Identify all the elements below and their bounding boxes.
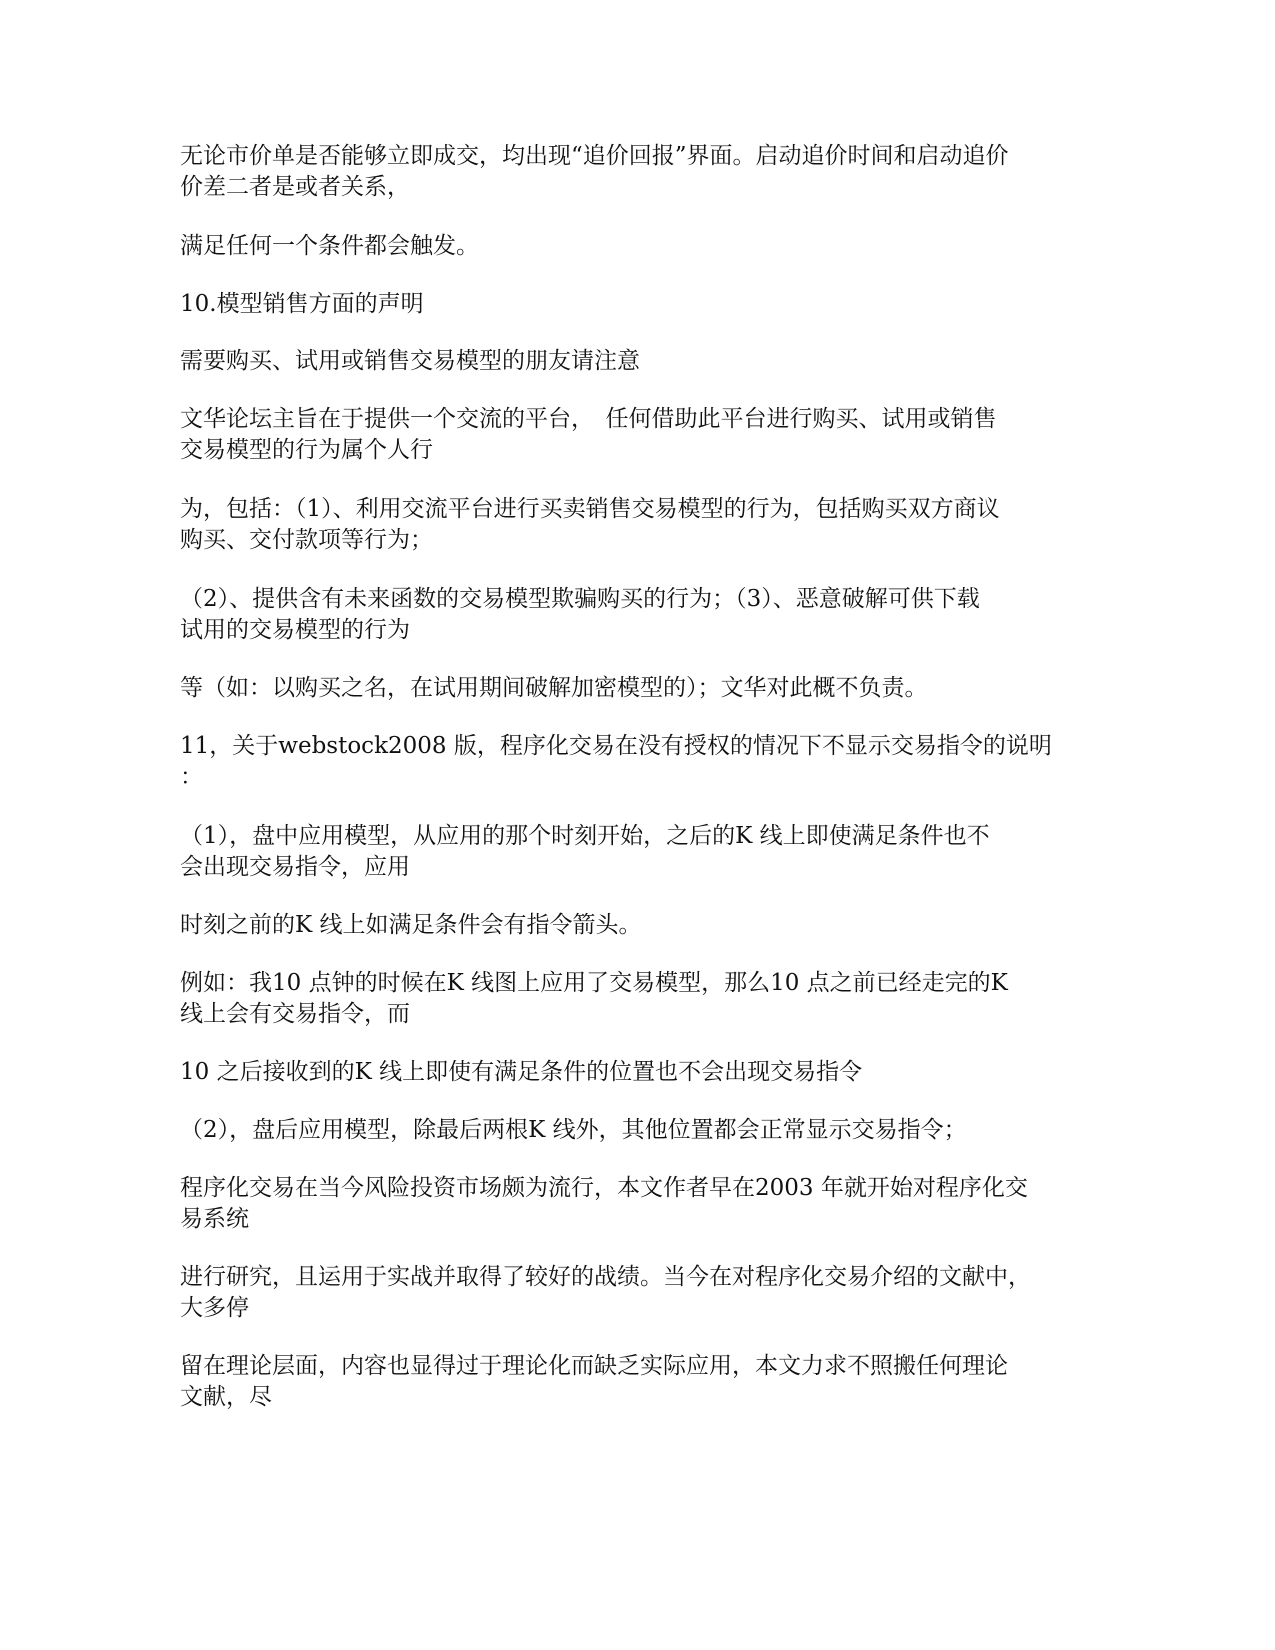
paragraph-behaviors-1 xyxy=(180,494,1050,556)
section-heading-webstock xyxy=(180,731,1050,793)
text-line: 易系统 xyxy=(180,1206,249,1232)
text-line: 例如：我10 点钟的时候在K 线图上应用了交易模型，那么10 点之前已经走完的K xyxy=(180,970,1008,996)
text-line: 等（如：以购买之名，在试用期间破解加密模型的）；文华对此概不负责。 xyxy=(180,675,928,701)
text-line: 试用的交易模型的行为 xyxy=(180,617,410,643)
paragraph-intraday-apply xyxy=(180,821,1050,883)
paragraph-market-order-chase xyxy=(180,141,1050,203)
paragraph-after-ten xyxy=(180,1057,1050,1088)
paragraph-forum-purpose xyxy=(180,404,1050,466)
paragraph-disclaimer xyxy=(180,673,1050,704)
text-line: ： xyxy=(180,764,203,790)
text-line: 会出现交易指令，应用 xyxy=(180,854,410,880)
text-line: 留在理论层面，内容也显得过于理论化而缺乏实际应用，本文力求不照搬任何理论 xyxy=(180,1353,1008,1379)
text-line: 11，关于webstock2008 版，程序化交易在没有授权的情况下不显示交易指令的说明 xyxy=(180,733,1052,759)
text-line: （2），盘后应用模型，除最后两根K 线外，其他位置都会正常显示交易指令； xyxy=(180,1117,967,1143)
text-line: （1），盘中应用模型，从应用的那个时刻开始，之后的K 线上即使满足条件也不 xyxy=(180,823,990,849)
paragraph-post-market xyxy=(180,1115,1050,1146)
text-line: 为，包括：（1）、利用交流平台进行买卖销售交易模型的行为，包括购买双方商议 xyxy=(180,496,1000,522)
text-line: 购买、交付款项等行为； xyxy=(180,527,433,553)
text-line: 满足任何一个条件都会触发。 xyxy=(180,233,479,259)
paragraph-trigger-condition xyxy=(180,231,1050,262)
text-line: 价差二者是或者关系， xyxy=(180,174,410,200)
paragraph-intro-3 xyxy=(180,1351,1050,1413)
text-line: 10 之后接收到的K 线上即使有满足条件的位置也不会出现交易指令 xyxy=(180,1059,863,1085)
text-line: 程序化交易在当今风险投资市场颇为流行，本文作者早在2003 年就开始对程序化交 xyxy=(180,1175,1028,1201)
text-line: 文华论坛主旨在于提供一个交流的平台， 任何借助此平台进行购买、试用或销售 xyxy=(180,406,997,432)
text-line: 无论市价单是否能够立即成交，均出现“追价回报”界面。启动追价时间和启动追价 xyxy=(180,143,1009,169)
paragraph-behaviors-2-3 xyxy=(180,584,1050,646)
text-line: 大多停 xyxy=(180,1295,249,1321)
paragraph-example xyxy=(180,968,1050,1030)
paragraph-before-moment xyxy=(180,910,1050,941)
text-line: 进行研究，且运用于实战并取得了较好的战绩。当今在对程序化交易介绍的文献中， xyxy=(180,1264,1031,1290)
text-line: 需要购买、试用或销售交易模型的朋友请注意 xyxy=(180,348,640,374)
paragraph-notice xyxy=(180,346,1050,377)
text-line: 交易模型的行为属个人行 xyxy=(180,437,433,463)
text-line: 时刻之前的K 线上如满足条件会有指令箭头。 xyxy=(180,912,642,938)
text-line: 10.模型销售方面的声明 xyxy=(180,291,424,317)
paragraph-intro-1 xyxy=(180,1173,1050,1235)
text-line: （2）、提供含有未来函数的交易模型欺骗购买的行为；（3）、恶意破解可供下载 xyxy=(180,586,980,612)
paragraph-intro-2 xyxy=(180,1262,1050,1324)
text-line: 文献，尽 xyxy=(180,1384,272,1410)
text-line: 线上会有交易指令，而 xyxy=(180,1001,410,1027)
section-heading-model-sales xyxy=(180,289,1050,320)
